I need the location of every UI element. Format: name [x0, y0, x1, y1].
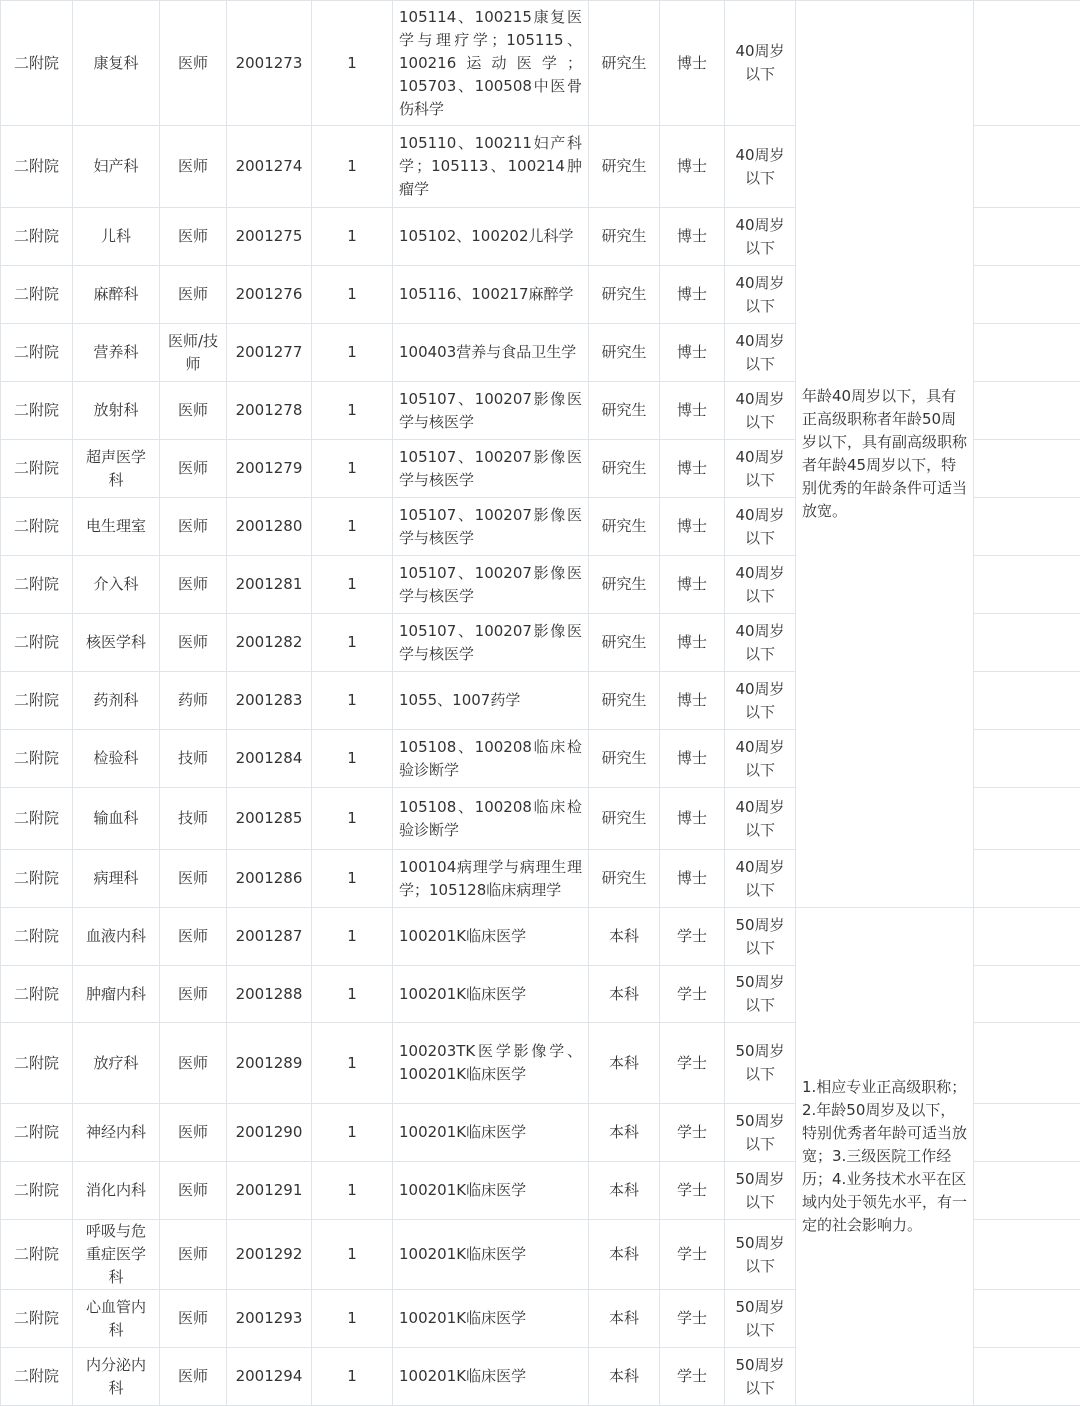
remarks-cell — [974, 1220, 1080, 1290]
unit-cell: 二附院 — [1, 382, 73, 440]
position-cell: 医师 — [160, 966, 227, 1023]
degree-cell: 博士 — [660, 324, 725, 382]
unit-cell: 二附院 — [1, 850, 73, 908]
department-cell: 消化内科 — [73, 1162, 160, 1220]
position-cell: 技师 — [160, 788, 227, 850]
remarks-cell — [974, 1348, 1080, 1406]
post-code-cell: 2001290 — [227, 1104, 312, 1162]
department-cell: 康复科 — [73, 1, 160, 126]
department-cell: 神经内科 — [73, 1104, 160, 1162]
major-cell: 105107、100207影像医学与核医学 — [393, 556, 589, 614]
remarks-cell — [974, 1290, 1080, 1348]
degree-cell: 博士 — [660, 788, 725, 850]
quota-cell: 1 — [312, 498, 393, 556]
post-code-cell: 2001286 — [227, 850, 312, 908]
unit-cell: 二附院 — [1, 1023, 73, 1104]
quota-cell: 1 — [312, 1023, 393, 1104]
position-cell: 医师 — [160, 440, 227, 498]
remarks-cell — [974, 672, 1080, 730]
major-cell: 105110、100211妇产科学；105113、100214肿瘤学 — [393, 126, 589, 208]
education-cell: 本科 — [589, 966, 660, 1023]
quota-cell: 1 — [312, 556, 393, 614]
age-cell: 50周岁以下 — [725, 1023, 796, 1104]
remarks-cell — [974, 730, 1080, 788]
degree-cell: 学士 — [660, 1162, 725, 1220]
post-code-cell: 2001279 — [227, 440, 312, 498]
age-cell: 40周岁以下 — [725, 556, 796, 614]
position-cell: 医师 — [160, 266, 227, 324]
department-cell: 介入科 — [73, 556, 160, 614]
position-cell: 药师 — [160, 672, 227, 730]
unit-cell: 二附院 — [1, 672, 73, 730]
major-cell: 100201K临床医学 — [393, 1220, 589, 1290]
major-cell: 105107、100207影像医学与核医学 — [393, 614, 589, 672]
education-cell: 本科 — [589, 908, 660, 966]
department-cell: 儿科 — [73, 208, 160, 266]
department-cell: 超声医学科 — [73, 440, 160, 498]
department-cell: 肿瘤内科 — [73, 966, 160, 1023]
post-code-cell: 2001285 — [227, 788, 312, 850]
post-code-cell: 2001281 — [227, 556, 312, 614]
post-code-cell: 2001273 — [227, 1, 312, 126]
post-code-cell: 2001291 — [227, 1162, 312, 1220]
quota-cell: 1 — [312, 672, 393, 730]
unit-cell: 二附院 — [1, 908, 73, 966]
education-cell: 研究生 — [589, 440, 660, 498]
department-cell: 内分泌内科 — [73, 1348, 160, 1406]
unit-cell: 二附院 — [1, 1162, 73, 1220]
age-cell: 50周岁以下 — [725, 966, 796, 1023]
major-cell: 100203TK医学影像学、100201K临床医学 — [393, 1023, 589, 1104]
degree-cell: 博士 — [660, 382, 725, 440]
education-cell: 研究生 — [589, 498, 660, 556]
remarks-cell — [974, 908, 1080, 966]
major-cell: 105116、100217麻醉学 — [393, 266, 589, 324]
age-cell: 40周岁以下 — [725, 266, 796, 324]
education-cell: 研究生 — [589, 266, 660, 324]
department-cell: 检验科 — [73, 730, 160, 788]
position-cell: 医师 — [160, 556, 227, 614]
position-cell: 医师 — [160, 498, 227, 556]
unit-cell: 二附院 — [1, 208, 73, 266]
post-code-cell: 2001287 — [227, 908, 312, 966]
major-cell: 100201K临床医学 — [393, 1162, 589, 1220]
position-cell: 医师 — [160, 382, 227, 440]
position-cell: 技师 — [160, 730, 227, 788]
age-cell: 50周岁以下 — [725, 1348, 796, 1406]
degree-cell: 博士 — [660, 208, 725, 266]
education-cell: 研究生 — [589, 382, 660, 440]
position-cell: 医师 — [160, 126, 227, 208]
remarks-cell — [974, 266, 1080, 324]
quota-cell: 1 — [312, 266, 393, 324]
remarks-cell — [974, 788, 1080, 850]
quota-cell: 1 — [312, 908, 393, 966]
table-body — [1, 1, 1080, 1406]
post-code-cell: 2001283 — [227, 672, 312, 730]
post-code-cell: 2001284 — [227, 730, 312, 788]
quota-cell: 1 — [312, 730, 393, 788]
post-code-cell: 2001274 — [227, 126, 312, 208]
remarks-cell — [974, 498, 1080, 556]
education-cell: 研究生 — [589, 672, 660, 730]
department-cell: 营养科 — [73, 324, 160, 382]
remarks-cell — [974, 1023, 1080, 1104]
unit-cell: 二附院 — [1, 1, 73, 126]
remarks-cell — [974, 440, 1080, 498]
unit-cell: 二附院 — [1, 498, 73, 556]
position-cell: 医师 — [160, 614, 227, 672]
unit-cell: 二附院 — [1, 126, 73, 208]
education-cell: 研究生 — [589, 324, 660, 382]
unit-cell: 二附院 — [1, 1348, 73, 1406]
education-cell: 研究生 — [589, 730, 660, 788]
education-cell: 本科 — [589, 1220, 660, 1290]
degree-cell: 博士 — [660, 672, 725, 730]
age-cell: 40周岁以下 — [725, 324, 796, 382]
major-cell: 105108、100208临床检验诊断学 — [393, 730, 589, 788]
education-cell: 本科 — [589, 1348, 660, 1406]
unit-cell: 二附院 — [1, 788, 73, 850]
age-cell: 40周岁以下 — [725, 440, 796, 498]
age-cell: 50周岁以下 — [725, 908, 796, 966]
table-row — [1, 1, 1080, 126]
age-cell: 50周岁以下 — [725, 1104, 796, 1162]
major-cell: 105107、100207影像医学与核医学 — [393, 382, 589, 440]
department-cell: 心血管内科 — [73, 1290, 160, 1348]
age-cell: 40周岁以下 — [725, 126, 796, 208]
age-cell: 40周岁以下 — [725, 382, 796, 440]
age-cell: 40周岁以下 — [725, 614, 796, 672]
remarks-cell — [974, 1, 1080, 126]
post-code-cell: 2001293 — [227, 1290, 312, 1348]
department-cell: 麻醉科 — [73, 266, 160, 324]
degree-cell: 博士 — [660, 850, 725, 908]
unit-cell: 二附院 — [1, 1220, 73, 1290]
position-cell: 医师 — [160, 208, 227, 266]
post-code-cell: 2001289 — [227, 1023, 312, 1104]
unit-cell: 二附院 — [1, 730, 73, 788]
quota-cell: 1 — [312, 850, 393, 908]
education-cell: 研究生 — [589, 614, 660, 672]
post-code-cell: 2001280 — [227, 498, 312, 556]
major-cell: 105108、100208临床检验诊断学 — [393, 788, 589, 850]
unit-cell: 二附院 — [1, 556, 73, 614]
age-cell: 50周岁以下 — [725, 1290, 796, 1348]
education-cell: 本科 — [589, 1162, 660, 1220]
degree-cell: 学士 — [660, 1348, 725, 1406]
remarks-cell — [974, 966, 1080, 1023]
degree-cell: 博士 — [660, 440, 725, 498]
major-cell: 100201K临床医学 — [393, 908, 589, 966]
degree-cell: 学士 — [660, 1104, 725, 1162]
degree-cell: 学士 — [660, 1220, 725, 1290]
major-cell: 100201K临床医学 — [393, 1104, 589, 1162]
age-cell: 40周岁以下 — [725, 788, 796, 850]
remarks-cell — [974, 1162, 1080, 1220]
degree-cell: 学士 — [660, 1023, 725, 1104]
requirements-note: 1.相应专业正高级职称； 2.年龄50周岁及以下，特别优秀者年龄可适当放宽；3.三级医院工作经历；4.业务技术水平在区域内处于领先水平，有一定的社会影响力。 — [796, 908, 974, 1406]
department-cell: 病理科 — [73, 850, 160, 908]
age-cell: 40周岁以下 — [725, 730, 796, 788]
remarks-cell — [974, 382, 1080, 440]
position-cell: 医师/技师 — [160, 324, 227, 382]
unit-cell: 二附院 — [1, 966, 73, 1023]
unit-cell: 二附院 — [1, 1104, 73, 1162]
position-cell: 医师 — [160, 1348, 227, 1406]
quota-cell: 1 — [312, 788, 393, 850]
quota-cell: 1 — [312, 1220, 393, 1290]
department-cell: 核医学科 — [73, 614, 160, 672]
department-cell: 呼吸与危重症医学科 — [73, 1220, 160, 1290]
education-cell: 研究生 — [589, 1, 660, 126]
major-cell: 100403营养与食品卫生学 — [393, 324, 589, 382]
position-cell: 医师 — [160, 1162, 227, 1220]
remarks-cell — [974, 1104, 1080, 1162]
major-cell: 1055、1007药学 — [393, 672, 589, 730]
position-cell: 医师 — [160, 850, 227, 908]
quota-cell: 1 — [312, 324, 393, 382]
department-cell: 放射科 — [73, 382, 160, 440]
education-cell: 研究生 — [589, 788, 660, 850]
department-cell: 药剂科 — [73, 672, 160, 730]
post-code-cell: 2001278 — [227, 382, 312, 440]
position-cell: 医师 — [160, 1290, 227, 1348]
education-cell: 研究生 — [589, 850, 660, 908]
remarks-cell — [974, 324, 1080, 382]
degree-cell: 学士 — [660, 966, 725, 1023]
age-cell: 40周岁以下 — [725, 498, 796, 556]
post-code-cell: 2001282 — [227, 614, 312, 672]
quota-cell: 1 — [312, 1, 393, 126]
age-cell: 50周岁以下 — [725, 1162, 796, 1220]
unit-cell: 二附院 — [1, 1290, 73, 1348]
unit-cell: 二附院 — [1, 440, 73, 498]
department-cell: 电生理室 — [73, 498, 160, 556]
remarks-cell — [974, 850, 1080, 908]
remarks-cell — [974, 614, 1080, 672]
remarks-cell — [974, 208, 1080, 266]
major-cell: 105107、100207影像医学与核医学 — [393, 498, 589, 556]
remarks-cell — [974, 556, 1080, 614]
quota-cell: 1 — [312, 126, 393, 208]
position-cell: 医师 — [160, 1, 227, 126]
degree-cell: 博士 — [660, 556, 725, 614]
post-code-cell: 2001275 — [227, 208, 312, 266]
quota-cell: 1 — [312, 1162, 393, 1220]
major-cell: 100201K临床医学 — [393, 1348, 589, 1406]
education-cell: 研究生 — [589, 208, 660, 266]
remarks-cell — [974, 126, 1080, 208]
post-code-cell: 2001288 — [227, 966, 312, 1023]
position-cell: 医师 — [160, 1220, 227, 1290]
education-cell: 本科 — [589, 1023, 660, 1104]
position-cell: 医师 — [160, 908, 227, 966]
unit-cell: 二附院 — [1, 266, 73, 324]
degree-cell: 学士 — [660, 908, 725, 966]
position-cell: 医师 — [160, 1023, 227, 1104]
age-cell: 50周岁以下 — [725, 1220, 796, 1290]
major-cell: 100201K临床医学 — [393, 1290, 589, 1348]
quota-cell: 1 — [312, 966, 393, 1023]
quota-cell: 1 — [312, 440, 393, 498]
major-cell: 100104病理学与病理生理学；105128临床病理学 — [393, 850, 589, 908]
education-cell: 研究生 — [589, 126, 660, 208]
degree-cell: 博士 — [660, 1, 725, 126]
quota-cell: 1 — [312, 1290, 393, 1348]
age-cell: 40周岁以下 — [725, 208, 796, 266]
education-cell: 研究生 — [589, 556, 660, 614]
table-row — [1, 908, 1080, 966]
education-cell: 本科 — [589, 1290, 660, 1348]
post-code-cell: 2001292 — [227, 1220, 312, 1290]
major-cell: 105102、100202儿科学 — [393, 208, 589, 266]
quota-cell: 1 — [312, 208, 393, 266]
major-cell: 105107、100207影像医学与核医学 — [393, 440, 589, 498]
department-cell: 输血科 — [73, 788, 160, 850]
quota-cell: 1 — [312, 1348, 393, 1406]
unit-cell: 二附院 — [1, 614, 73, 672]
unit-cell: 二附院 — [1, 324, 73, 382]
requirements-note: 年龄40周岁以下，具有正高级职称者年龄50周岁以下，具有副高级职称者年龄45周岁以下，特别优秀的年龄条件可适当放宽。 — [796, 1, 974, 908]
department-cell: 妇产科 — [73, 126, 160, 208]
position-cell: 医师 — [160, 1104, 227, 1162]
education-cell: 本科 — [589, 1104, 660, 1162]
quota-cell: 1 — [312, 382, 393, 440]
degree-cell: 博士 — [660, 266, 725, 324]
degree-cell: 博士 — [660, 126, 725, 208]
department-cell: 放疗科 — [73, 1023, 160, 1104]
post-code-cell: 2001276 — [227, 266, 312, 324]
major-cell: 100201K临床医学 — [393, 966, 589, 1023]
degree-cell: 博士 — [660, 498, 725, 556]
degree-cell: 博士 — [660, 614, 725, 672]
post-code-cell: 2001277 — [227, 324, 312, 382]
post-code-cell: 2001294 — [227, 1348, 312, 1406]
department-cell: 血液内科 — [73, 908, 160, 966]
degree-cell: 学士 — [660, 1290, 725, 1348]
degree-cell: 博士 — [660, 730, 725, 788]
major-cell: 105114、100215康复医学与理疗学；105115、100216运动医学；105703、100508中医骨伤科学 — [393, 1, 589, 126]
age-cell: 40周岁以下 — [725, 850, 796, 908]
age-cell: 40周岁以下 — [725, 1, 796, 126]
quota-cell: 1 — [312, 614, 393, 672]
age-cell: 40周岁以下 — [725, 672, 796, 730]
quota-cell: 1 — [312, 1104, 393, 1162]
